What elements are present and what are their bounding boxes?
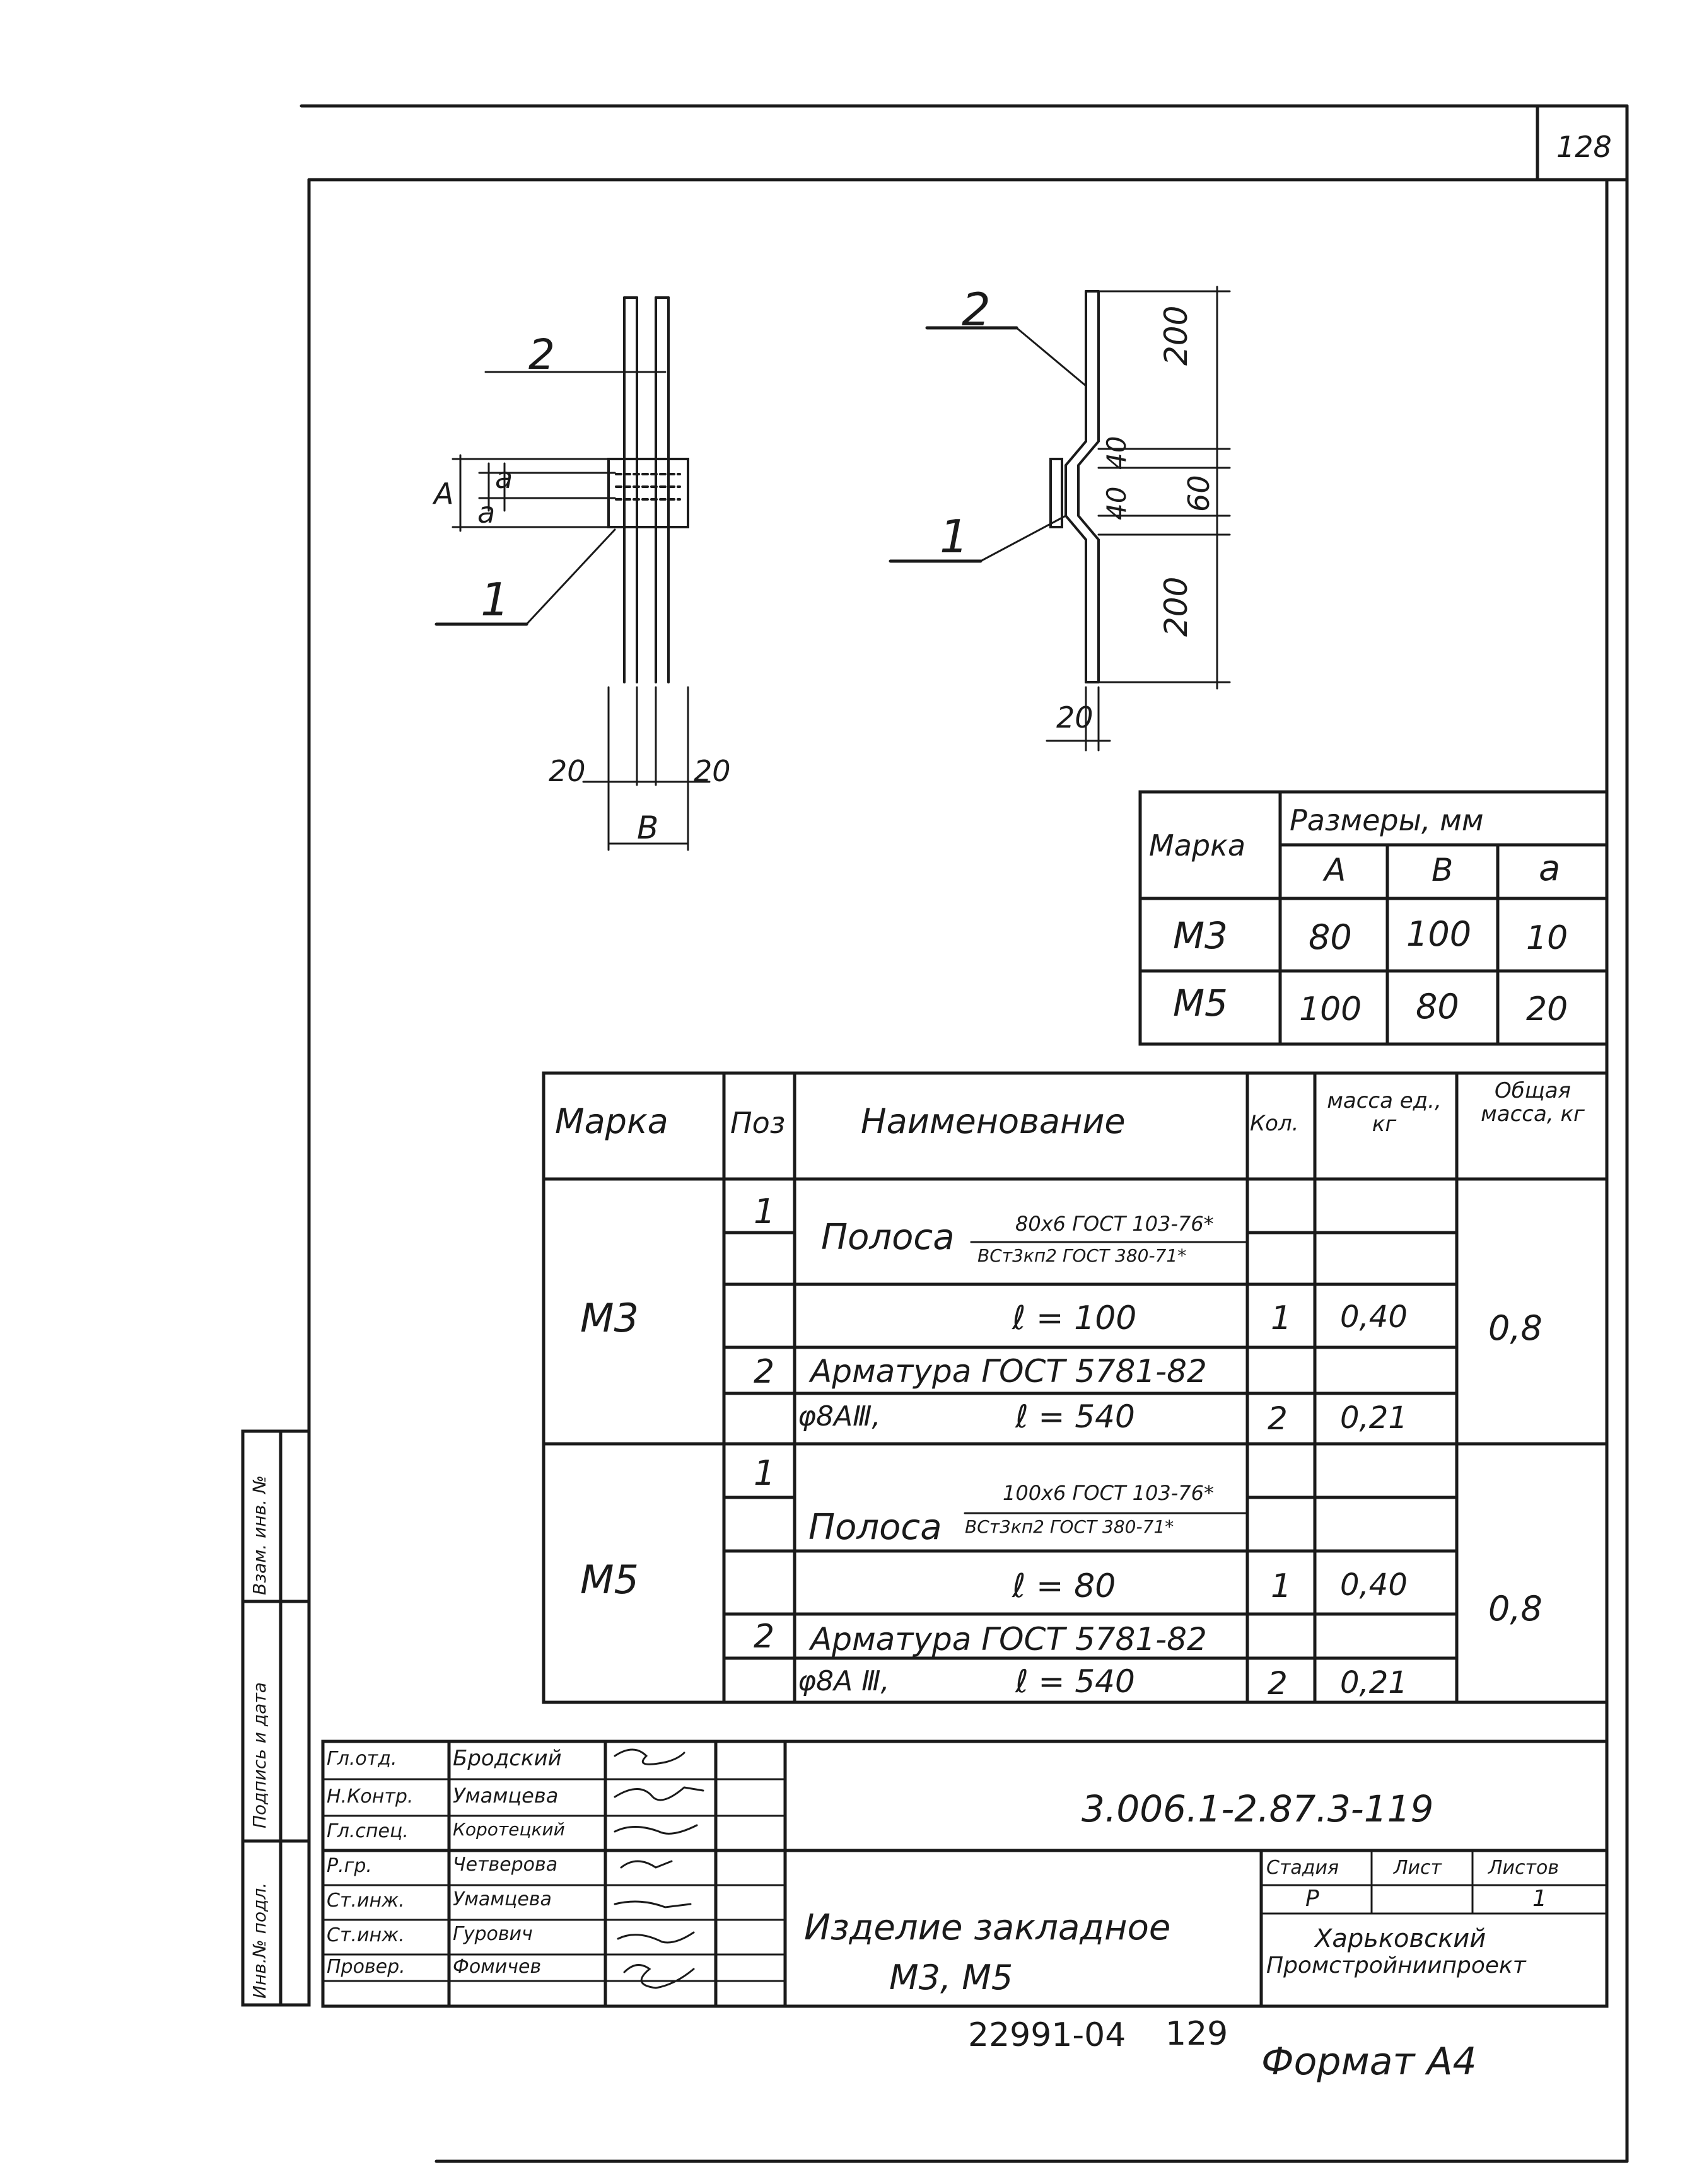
- right-pos-1-label: 1: [940, 510, 969, 563]
- right-pos-2-label: 2: [962, 283, 991, 336]
- tb-sheet-label: Лист: [1394, 1857, 1442, 1879]
- signature-scribbles: [615, 1750, 703, 1988]
- spec-header-total-mass: Общая масса, кг: [1481, 1078, 1585, 1127]
- spec-m5-len1: ℓ = 80: [1012, 1567, 1116, 1605]
- spec-m3-pos2: 2: [754, 1353, 775, 1391]
- side-strip-signature-date: Подпись и дата: [249, 1682, 270, 1828]
- spec-m3-pos1-name: Полоса: [821, 1217, 955, 1258]
- spec-m5-mass1: 0,40: [1340, 1567, 1408, 1603]
- spec-m5-pos1: 1: [754, 1453, 776, 1493]
- left-dim-A: A: [434, 477, 454, 511]
- spec-header-mark: Марка: [555, 1101, 668, 1141]
- side-strip-replace-inv: Взам. инв. №: [249, 1475, 270, 1595]
- sizes-row-m3-B: 100: [1406, 914, 1472, 954]
- tb-role-1: Гл.отд.: [327, 1748, 397, 1770]
- tb-role-4: Р.гр.: [327, 1855, 372, 1877]
- spec-m5-pos2: 2: [754, 1618, 775, 1656]
- sizes-header-mark: Марка: [1149, 828, 1246, 863]
- sizes-col-a: a: [1539, 848, 1561, 889]
- left-dim-20-right: 20: [694, 754, 731, 788]
- footer-archive-number: 22991-04: [968, 2016, 1126, 2054]
- spec-m3-total: 0,8: [1488, 1308, 1542, 1348]
- spec-m3-mark: М3: [580, 1295, 639, 1341]
- tb-role-2: Н.Контр.: [327, 1786, 414, 1808]
- left-pos-2-label: 2: [528, 330, 555, 379]
- spec-m3-mass1: 0,40: [1340, 1299, 1408, 1335]
- spec-m5-qty2: 2: [1268, 1665, 1288, 1702]
- tb-sheets-label: Листов: [1488, 1857, 1560, 1879]
- spec-m5-pos2-name: Арматура ГОСТ 5781-82: [810, 1621, 1207, 1658]
- right-dim-40-top: 40: [1101, 436, 1132, 470]
- sizes-row-m3-a: 10: [1526, 919, 1568, 957]
- tb-name-2: Умамцева: [453, 1784, 559, 1808]
- tb-sheets-value: 1: [1532, 1886, 1547, 1912]
- spec-m3-len2: ℓ = 540: [1015, 1398, 1135, 1435]
- footer-format: Формат А4: [1261, 2040, 1477, 2084]
- tb-name-7: Фомичев: [453, 1956, 542, 1978]
- spec-m3-qty1: 1: [1271, 1299, 1292, 1337]
- spec-m3-pos1: 1: [754, 1192, 776, 1231]
- tb-name-5: Умамцева: [453, 1888, 552, 1910]
- sizes-col-A: A: [1324, 852, 1346, 888]
- sizes-row-m5-a: 20: [1526, 990, 1568, 1028]
- sizes-row-m3-mark: М3: [1173, 914, 1228, 957]
- left-dim-a1: a: [477, 496, 496, 530]
- spec-m3-pos2-name: Арматура ГОСТ 5781-82: [810, 1353, 1207, 1390]
- left-dim-B: B: [637, 810, 659, 846]
- spec-m3-frac-top: 80х6 ГОСТ 103-76*: [1015, 1212, 1214, 1236]
- left-pos-1-label: 1: [481, 573, 510, 626]
- right-dim-20: 20: [1056, 700, 1093, 735]
- tb-role-5: Ст.инж.: [327, 1890, 405, 1912]
- sizes-row-m5-B: 80: [1416, 987, 1459, 1026]
- spec-m3-rebar: φ8AⅢ,: [798, 1400, 881, 1432]
- left-dim-a2: a: [495, 461, 513, 495]
- sheet-number: 128: [1556, 130, 1612, 164]
- tb-org-line1: Харьковский: [1315, 1924, 1486, 1953]
- tb-title-line2: М3, М5: [889, 1958, 1013, 1997]
- spec-m5-rebar: φ8A Ⅲ,: [798, 1665, 890, 1697]
- tb-org-line2: Промстройниипроект: [1266, 1953, 1526, 1978]
- sizes-row-m5-mark: М5: [1173, 982, 1228, 1025]
- sizes-row-m3-A: 80: [1309, 917, 1352, 957]
- sizes-col-B: B: [1432, 852, 1454, 888]
- right-dim-200-top: 200: [1158, 305, 1194, 366]
- tb-role-7: Провер.: [327, 1956, 405, 1978]
- spec-header-qty: Кол.: [1250, 1111, 1299, 1136]
- spec-header-name: Наименование: [861, 1101, 1126, 1141]
- right-dim-60: 60: [1182, 475, 1216, 512]
- spec-m5-mark: М5: [580, 1557, 639, 1603]
- side-strip-inv-number: Инв.№ подл.: [249, 1882, 270, 1999]
- tb-name-6: Гурович: [453, 1923, 533, 1945]
- tb-stage-value: Р: [1305, 1886, 1319, 1912]
- tb-stage-label: Стадия: [1266, 1857, 1339, 1879]
- spec-header-pos: Поз: [730, 1106, 786, 1140]
- sizes-row-m5-A: 100: [1299, 990, 1362, 1028]
- spec-m5-len2: ℓ = 540: [1015, 1663, 1135, 1700]
- spec-m5-pos1-name: Полоса: [808, 1507, 942, 1548]
- spec-m5-qty1: 1: [1271, 1567, 1292, 1605]
- spec-m5-total: 0,8: [1488, 1589, 1542, 1629]
- spec-m3-qty2: 2: [1268, 1400, 1288, 1437]
- footer-page: 129: [1165, 2015, 1228, 2053]
- tb-name-3: Коротецкий: [453, 1819, 565, 1840]
- right-dim-200-bottom: 200: [1158, 576, 1194, 637]
- left-dim-20-left: 20: [549, 754, 586, 788]
- spec-m3-frac-bottom: ВСт3кп2 ГОСТ 380-71*: [977, 1245, 1187, 1266]
- tb-role-6: Ст.инж.: [327, 1924, 405, 1946]
- tb-role-3: Гл.спец.: [327, 1820, 409, 1842]
- sizes-header-sizes: Размеры, мм: [1290, 803, 1484, 837]
- tb-name-1: Бродский: [453, 1746, 562, 1771]
- right-dim-40-bottom: 40: [1101, 486, 1132, 520]
- spec-m5-frac-top: 100х6 ГОСТ 103-76*: [1003, 1481, 1214, 1505]
- spec-m5-mass2: 0,21: [1340, 1665, 1408, 1700]
- spec-m5-frac-bottom: ВСт3кп2 ГОСТ 380-71*: [965, 1516, 1174, 1537]
- spec-m3-len1: ℓ = 100: [1012, 1299, 1137, 1337]
- tb-document-code: 3.006.1-2.87.3-119: [1082, 1787, 1434, 1830]
- spec-m3-mass2: 0,21: [1340, 1400, 1408, 1436]
- tb-name-4: Четверова: [453, 1854, 558, 1876]
- tb-title-line1: Изделие закладное: [804, 1907, 1171, 1948]
- spec-header-unit-mass: масса ед., кг: [1327, 1088, 1442, 1137]
